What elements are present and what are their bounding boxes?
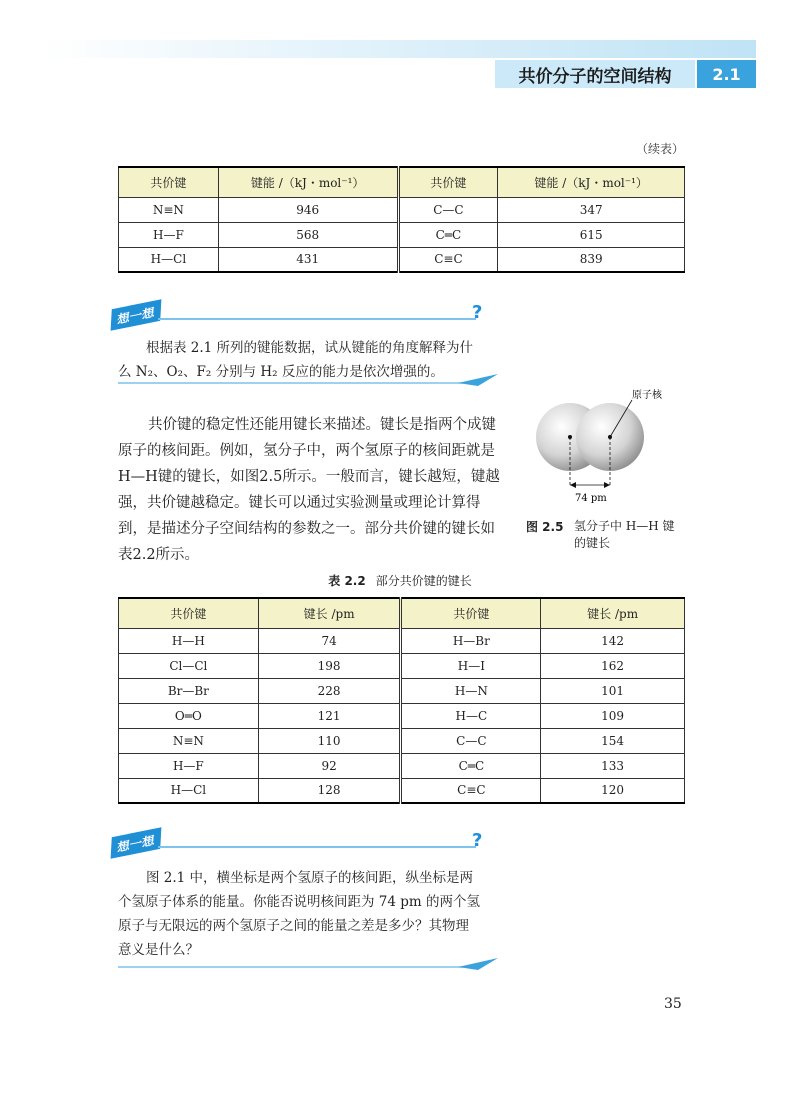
table-row <box>119 678 685 703</box>
question-line: 原子与无限远的两个氢原子之间的能量之差是多少？其物理 <box>118 918 469 934</box>
arrow-end-decoration <box>118 372 498 386</box>
bond-length-label: 74 pm <box>575 493 607 504</box>
table-cell: 162 <box>541 653 685 678</box>
table-cell: O═O <box>119 703 259 728</box>
table-cell: Cl—Cl <box>119 653 259 678</box>
header-cell: 共价键 <box>119 167 219 197</box>
think-banner-2 <box>112 828 498 856</box>
table-cell: 198 <box>258 653 401 678</box>
table-cell: H—F <box>119 753 259 778</box>
arrow-end-decoration <box>118 956 498 970</box>
table-cell: H—Cl <box>119 778 259 803</box>
table-cell: 615 <box>498 222 685 247</box>
question-mark-icon: ? <box>472 302 483 323</box>
table-header-row <box>119 598 685 628</box>
table-row <box>119 247 685 272</box>
header-cell: 共价键 <box>401 598 541 628</box>
table-row <box>119 628 685 653</box>
table-cell: 74 <box>258 628 401 653</box>
table-continued-note: （续表） <box>636 142 685 156</box>
table-cell: H—I <box>401 653 541 678</box>
table-cell: 946 <box>218 197 398 222</box>
banner-line <box>158 846 476 848</box>
table-cell: 839 <box>498 247 685 272</box>
bond-length-table <box>118 597 685 804</box>
header-gradient-bar <box>40 40 756 58</box>
question-line: 意义是什么？ <box>118 942 199 958</box>
table-cell: 120 <box>541 778 685 803</box>
table-title: 部分共价键的键长 <box>375 574 472 588</box>
question-line: 图 2.1 中，横坐标是两个氢原子的核间距，纵坐标是两 <box>146 870 474 886</box>
question-line: 根据表 2.1 所列的键能数据，试从键能的角度解释为什 <box>146 340 474 356</box>
table-row <box>119 222 685 247</box>
table-row <box>119 197 685 222</box>
think-banner-1 <box>112 300 498 328</box>
table2-caption <box>0 572 800 589</box>
table-cell: C═C <box>401 753 541 778</box>
question-line: 个氢原子体系的能量。你能否说明核间距为 74 pm 的两个氢 <box>118 894 480 910</box>
header-cell: 键能 /（kJ・mol⁻¹） <box>218 167 398 197</box>
table-cell: 568 <box>218 222 398 247</box>
table-cell: N≡N <box>119 197 219 222</box>
bond-energy-table <box>118 166 685 273</box>
table-row <box>119 753 685 778</box>
table-row <box>119 703 685 728</box>
header-cell: 键长 /pm <box>541 598 685 628</box>
table-header-row <box>119 167 685 197</box>
table-cell: N≡N <box>119 728 259 753</box>
table-cell: C═C <box>398 222 498 247</box>
table-cell: 347 <box>498 197 685 222</box>
table-cell: C—C <box>398 197 498 222</box>
table-cell: C≡C <box>398 247 498 272</box>
header-cell: 键能 /（kJ・mol⁻¹） <box>498 167 685 197</box>
table-cell: H—F <box>119 222 219 247</box>
table-cell: 431 <box>218 247 398 272</box>
section-number: 2.1 <box>697 60 756 88</box>
table-cell: H—Cl <box>119 247 219 272</box>
table-cell: 109 <box>541 703 685 728</box>
nucleus-label: 原子核 <box>632 390 662 401</box>
table-cell: 154 <box>541 728 685 753</box>
table-row <box>119 653 685 678</box>
table-cell: 110 <box>258 728 401 753</box>
table-cell: 133 <box>541 753 685 778</box>
table-cell: 101 <box>541 678 685 703</box>
page-number: 35 <box>664 996 682 1012</box>
table-cell: C—C <box>401 728 541 753</box>
table-number: 表 2.2 <box>328 574 366 588</box>
table-cell: 142 <box>541 628 685 653</box>
header-cell: 键长 /pm <box>258 598 401 628</box>
table-cell: H—N <box>401 678 541 703</box>
table-cell: 92 <box>258 753 401 778</box>
body-paragraph: 共价键的稳定性还能用键长来描述。键长是指两个成键原子的核间距。例如，氢分子中，两个氢原子的核间距就是H—H键的键长，如图2.5所示。一般而言，键长越短，键越强，共价键越稳定。键长可以通过实验测量或理论计算得到，是描述分子空间结构的参数之一。部分共价键的键长如表2.2所示。 <box>118 417 500 563</box>
banner-line <box>158 318 476 320</box>
table-cell: H—H <box>119 628 259 653</box>
hydrogen-molecule-figure <box>528 385 688 515</box>
table-cell: 228 <box>258 678 401 703</box>
figure-number: 图 2.5 <box>526 520 564 534</box>
table-cell: 121 <box>258 703 401 728</box>
question-mark-icon: ? <box>472 830 483 851</box>
table-row <box>119 778 685 803</box>
table-cell: H—Br <box>401 628 541 653</box>
table-cell: H—C <box>401 703 541 728</box>
table-cell: 128 <box>258 778 401 803</box>
header-cell: 共价键 <box>398 167 498 197</box>
think-badge: 想一想 <box>111 827 162 858</box>
think-question-2 <box>118 866 498 962</box>
question-line: 么 N₂、O₂、F₂ 分别与 H₂ 反应的能力是依次增强的。 <box>118 364 444 380</box>
figure-caption: 氢分子中 H—H 键的键长 <box>574 519 675 550</box>
table-row <box>119 728 685 753</box>
header-cell: 共价键 <box>119 598 259 628</box>
table-cell: C≡C <box>401 778 541 803</box>
chapter-title: 共价分子的空间结构 <box>495 60 695 88</box>
think-badge: 想一想 <box>111 299 162 330</box>
table-cell: Br—Br <box>119 678 259 703</box>
